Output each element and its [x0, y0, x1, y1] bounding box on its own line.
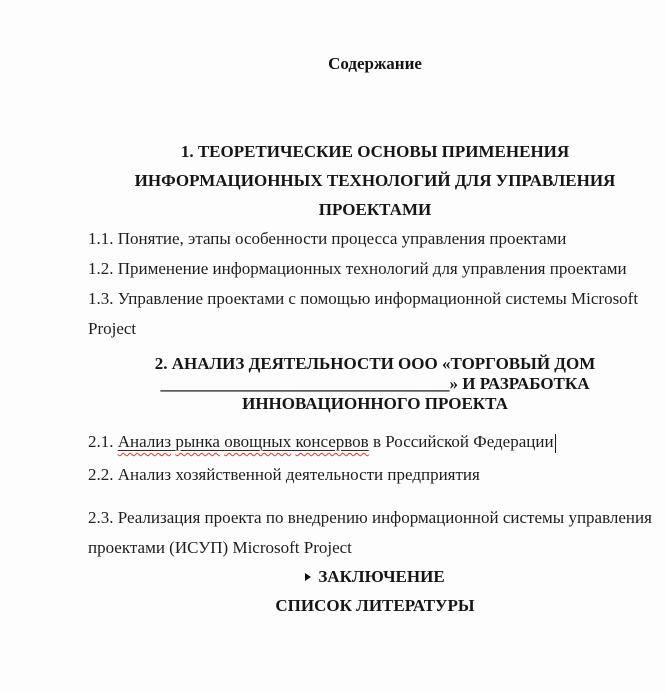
- toc-item-2-3-line-1: 2.3. Реализация проекта по внедрению информационной системы управления: [88, 508, 652, 527]
- chapter-2-heading-line-1: 2. АНАЛИЗ ДЕЯТЕЛЬНОСТИ ООО «ТОРГОВЫЙ ДОМ: [154, 354, 596, 373]
- toc-item-1-1[interactable]: 1.1. Понятие, этапы особенности процесса управления проектами: [88, 229, 567, 248]
- misspelled-word: Анализ: [117, 432, 172, 451]
- misspelled-word: консервов: [295, 432, 369, 451]
- toc-item-2-3-line-2: проектами (ИСУП) Microsoft Project: [88, 538, 352, 557]
- chapter-1-heading-line-3: ПРОЕКТАМИ: [318, 200, 432, 219]
- conclusion-label: ЗАКЛЮЧЕНИЕ: [318, 567, 445, 586]
- toc-item-1-3-line-2: Project: [88, 319, 137, 338]
- toc-item-1-2[interactable]: 1.2. Применение информационных технологий для управления проектами: [88, 259, 627, 278]
- toc-item-2-1-number: 2.1.: [88, 432, 114, 451]
- misspelled-word: рынка: [175, 432, 220, 451]
- toc-item-2-1-rest: в Российской Федерации: [372, 432, 554, 451]
- chapter-1-heading[interactable]: [88, 137, 662, 224]
- document-title[interactable]: Содержание: [328, 54, 422, 73]
- chapter-2-heading-line-2: [88, 374, 662, 394]
- toc-item-1-3-line-1: 1.3. Управление проектами с помощью информационной системы Microsoft: [88, 289, 639, 308]
- toc-item-1-3[interactable]: [88, 284, 662, 344]
- chapter-2-heading[interactable]: [88, 354, 662, 414]
- text-cursor: [555, 434, 557, 453]
- toc-item-2-1[interactable]: [88, 427, 662, 457]
- toc-item-2-2[interactable]: 2.2. Анализ хозяйственной деятельности предприятия: [88, 465, 480, 484]
- misspelled-word: овощных: [224, 432, 292, 451]
- toc-item-2-3[interactable]: [88, 503, 662, 563]
- conclusion-heading[interactable]: [88, 563, 662, 591]
- chapter-2-heading-line-2-text: » И РАЗРАБОТКА: [449, 374, 590, 393]
- underlined-phrase: [118, 432, 369, 451]
- bibliography-heading[interactable]: СПИСОК ЛИТЕРАТУРЫ: [275, 596, 475, 615]
- chapter-2-heading-line-3: ИННОВАЦИОННОГО ПРОЕКТА: [242, 394, 508, 413]
- chapter-1-heading-line-2: ИНФОРМАЦИОННЫХ ТЕХНОЛОГИЙ ДЛЯ УПРАВЛЕНИЯ: [134, 171, 616, 190]
- company-name-blank[interactable]: __________________________________: [160, 374, 450, 393]
- chapter-1-heading-line-1: 1. ТЕОРЕТИЧЕСКИЕ ОСНОВЫ ПРИМЕНЕНИЯ: [180, 142, 570, 161]
- collapse-triangle-icon[interactable]: [305, 573, 311, 581]
